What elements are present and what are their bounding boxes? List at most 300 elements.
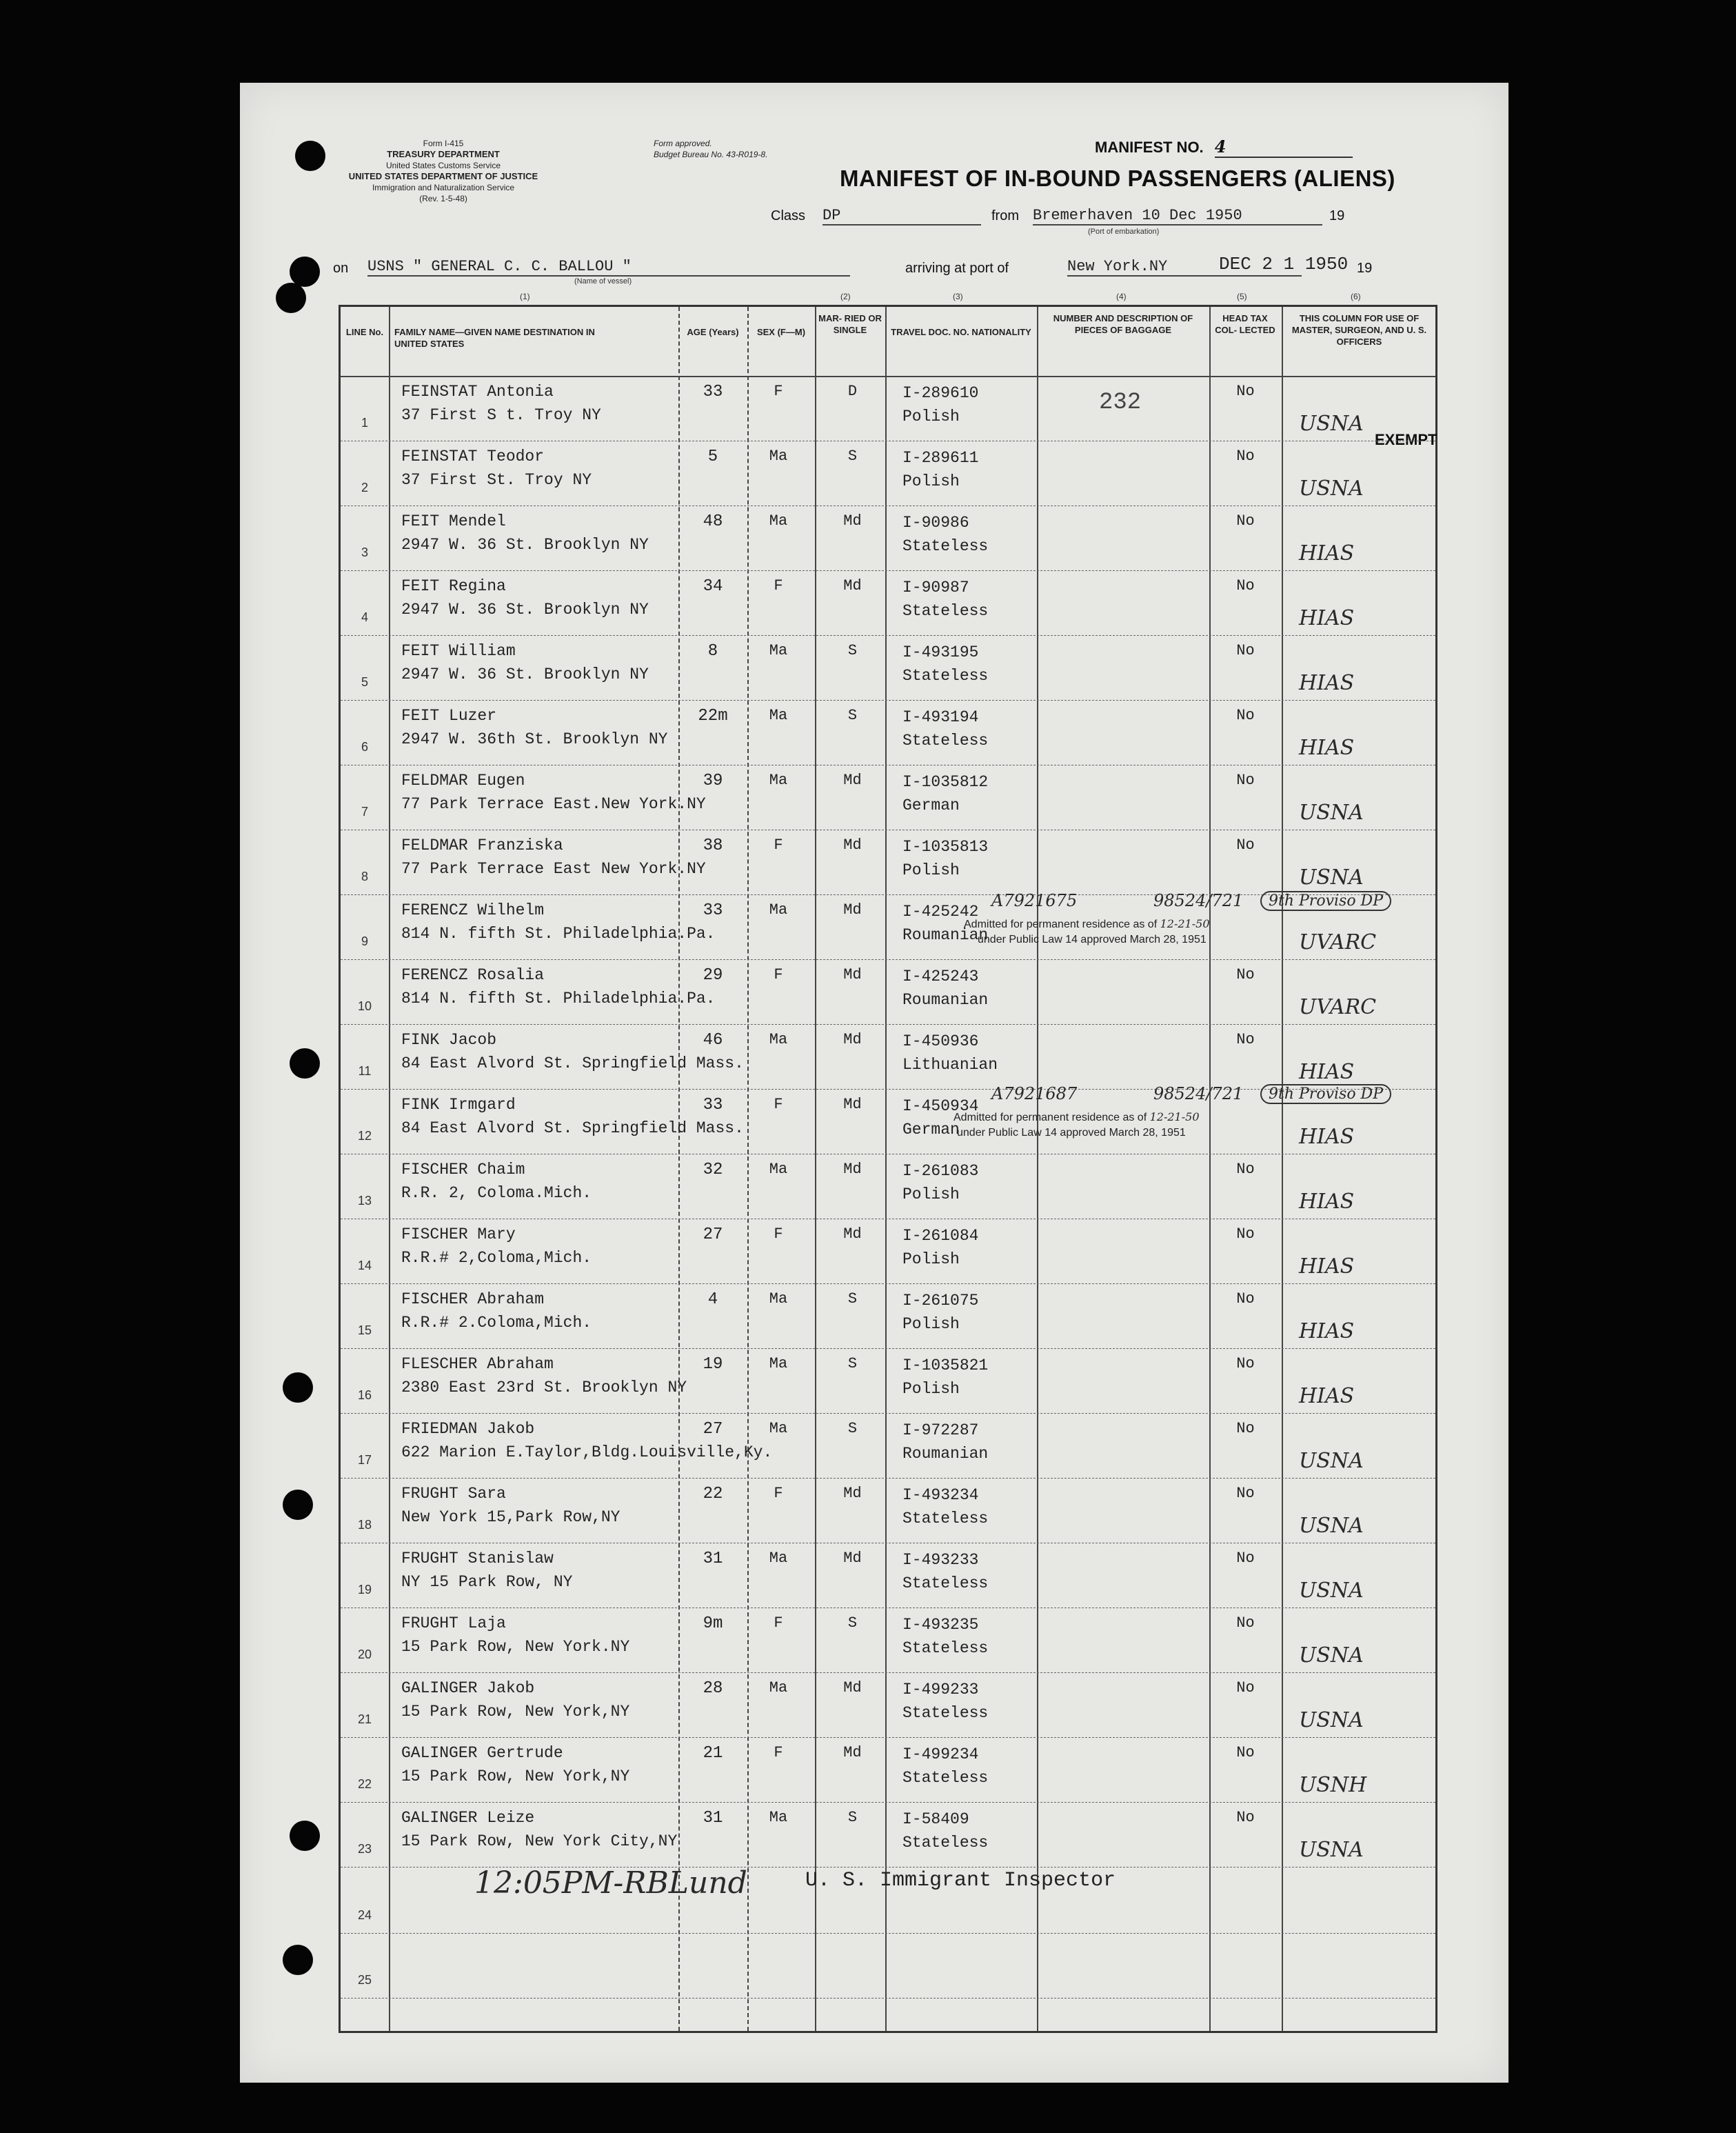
arrival-year: 19 (1357, 261, 1373, 276)
travel-doc-number: I-58409 (902, 1810, 969, 1828)
passenger-name: FINK Irmgard (401, 1096, 516, 1114)
passenger-age: 33 (703, 901, 723, 920)
col-num-6: (6) (1351, 292, 1361, 301)
passenger-age: 29 (703, 966, 723, 985)
table-row (341, 1478, 1435, 1543)
row9-file-number: A7921675 (991, 891, 1078, 910)
officer-agency: HIAS (1299, 606, 1355, 630)
passenger-age: 21 (703, 1744, 723, 1763)
head-tax: No (1236, 1225, 1255, 1243)
officer-agency: HIAS (1299, 1190, 1355, 1214)
table-row (341, 700, 1435, 765)
passenger-name: FEINSTAT Antonia (401, 383, 554, 401)
passenger-destination: 814 N. fifth St. Philadelphia.Pa. (401, 925, 716, 943)
table-row (341, 505, 1435, 570)
baggage-count: 232 (1099, 390, 1142, 416)
nationality: Stateless (902, 1574, 989, 1592)
nationality: Polish (902, 1315, 960, 1333)
row12-admitted: Admitted for permanent residence as of (953, 1112, 1147, 1123)
passenger-age: 33 (703, 383, 723, 401)
arrival-date-stamp: DEC 2 1 1950 (1219, 254, 1349, 274)
passenger-name: FELDMAR Eugen (401, 772, 525, 790)
passenger-age: 39 (703, 772, 723, 790)
passenger-marital: S (847, 1809, 858, 1826)
binder-hole (283, 1945, 313, 1975)
travel-doc-number: I-1035812 (902, 773, 989, 791)
line-number: 10 (357, 999, 372, 1013)
passenger-destination: 15 Park Row, New York City,NY (401, 1832, 678, 1850)
row12-reference: 98524/721 (1153, 1084, 1244, 1103)
nationality: Roumanian (902, 1445, 989, 1463)
passenger-marital: Md (843, 772, 862, 789)
nationality: Roumanian (902, 991, 989, 1009)
line-number: 15 (357, 1323, 372, 1337)
passenger-name: FELDMAR Franziska (401, 837, 563, 854)
passenger-marital: Md (843, 1485, 862, 1502)
officer-agency: HIAS (1299, 1384, 1355, 1408)
nationality: German (902, 1121, 960, 1139)
travel-doc-number: I-261084 (902, 1227, 979, 1245)
passenger-sex: Ma (769, 1161, 788, 1178)
passenger-age: 8 (707, 642, 718, 661)
officer-agency: UVARC (1299, 995, 1377, 1019)
nationality: Polish (902, 861, 960, 879)
passenger-age: 19 (703, 1355, 723, 1374)
passenger-name: FINK Jacob (401, 1031, 497, 1049)
form-revision: (Rev. 1-5-48) (419, 194, 467, 203)
passenger-sex: Ma (769, 1550, 788, 1567)
binder-hole (290, 1821, 320, 1851)
passenger-age: 5 (707, 448, 718, 466)
class-value: DP (822, 207, 981, 226)
line-number: 5 (361, 675, 368, 689)
passenger-age: 28 (703, 1679, 723, 1698)
nationality: Stateless (902, 1834, 989, 1852)
passenger-age: 4 (707, 1290, 718, 1309)
table-row (341, 765, 1435, 830)
table-row (341, 1024, 1435, 1089)
officer-agency: HIAS (1299, 671, 1355, 695)
table-row (341, 1543, 1435, 1608)
manifest-number (1095, 137, 1353, 158)
passenger-destination: 15 Park Row, New York.NY (401, 1638, 630, 1656)
travel-doc-number: I-499233 (902, 1681, 979, 1699)
passenger-destination: R.R. 2, Coloma.Mich. (401, 1184, 592, 1202)
line-number: 9 (361, 934, 368, 948)
from-year: 19 (1329, 208, 1345, 223)
passenger-age: 31 (703, 1550, 723, 1568)
col-officers: THIS COLUMN FOR USE OF MASTER, SURGEON, AND U. S. OFFICERS (1291, 313, 1427, 347)
passenger-sex: Ma (769, 901, 788, 919)
arriving-port: New York.NY (1067, 258, 1302, 277)
binder-hole (283, 1372, 313, 1403)
officer-agency: HIAS (1299, 736, 1355, 760)
head-tax: No (1236, 772, 1255, 789)
travel-doc-number: I-289610 (902, 384, 979, 402)
line-number: 21 (357, 1712, 372, 1726)
passenger-age: 31 (703, 1809, 723, 1827)
line-number: 7 (361, 805, 368, 819)
travel-doc-number: I-499234 (902, 1745, 979, 1763)
line-number: 19 (357, 1583, 372, 1596)
row9-law: under Public Law 14 approved March 28, 1951 (978, 934, 1207, 945)
officer-agency: USNA (1299, 865, 1364, 890)
passenger-destination: 37 First S t. Troy NY (401, 406, 601, 424)
class-label: Class (771, 208, 806, 223)
table-row (341, 570, 1435, 635)
passenger-name: FERENCZ Wilhelm (401, 901, 545, 919)
passenger-destination: 2947 W. 36th St. Brooklyn NY (401, 730, 668, 748)
binder-hole (290, 257, 320, 287)
passenger-age: 34 (703, 577, 723, 596)
passenger-destination: 15 Park Row, New York,NY (401, 1768, 630, 1785)
passenger-destination: 84 East Alvord St. Springfield Mass. (401, 1119, 744, 1137)
passenger-age: 38 (703, 837, 723, 855)
inspector-signature: 12:05PM-RBLund (474, 1865, 747, 1901)
passenger-marital: S (847, 1355, 858, 1372)
line-number: 8 (361, 870, 368, 883)
passenger-name: GALINGER Leize (401, 1809, 535, 1827)
passenger-name: FEIT Mendel (401, 512, 506, 530)
line-number: 14 (357, 1259, 372, 1272)
passenger-name: FRUGHT Stanislaw (401, 1550, 554, 1568)
officer-agency: USNA (1299, 801, 1364, 825)
head-tax: No (1236, 1809, 1255, 1826)
nationality: Stateless (902, 1769, 989, 1787)
passenger-marital: Md (843, 1161, 862, 1178)
table-row (341, 1413, 1435, 1478)
nationality: Polish (902, 472, 960, 490)
col-num-3: (3) (953, 292, 963, 301)
officer-agency: USNA (1299, 1579, 1364, 1603)
passenger-destination: 622 Marion E.Taylor,Bldg.Louisville,Ky. (401, 1443, 773, 1461)
passenger-age: 9m (703, 1614, 723, 1633)
col-married: MAR- RIED OR SINGLE (818, 313, 882, 335)
col-num-2: (2) (840, 292, 851, 301)
head-tax: No (1236, 837, 1255, 854)
table-row (341, 441, 1435, 505)
passenger-name: FEIT Luzer (401, 707, 497, 725)
passenger-destination: 77 Park Terrace East New York.NY (401, 860, 706, 878)
passenger-destination: 77 Park Terrace East.New York.NY (401, 795, 706, 813)
officer-agency: UVARC (1299, 930, 1377, 954)
head-tax: No (1236, 1161, 1255, 1178)
line-number: 11 (358, 1064, 372, 1078)
passenger-table (339, 292, 1437, 2033)
passenger-sex: F (774, 383, 783, 400)
passenger-destination: R.R.# 2.Coloma,Mich. (401, 1314, 592, 1332)
travel-doc-number: I-261083 (902, 1162, 979, 1180)
vessel-name: USNS " GENERAL C. C. BALLOU " (367, 258, 850, 277)
officer-agency: HIAS (1299, 541, 1355, 565)
line-number: 4 (361, 610, 368, 624)
table-row (341, 1348, 1435, 1413)
head-tax: No (1236, 1744, 1255, 1761)
officer-agency: USNA (1299, 1449, 1364, 1473)
travel-doc-number: I-493195 (902, 643, 979, 661)
head-tax: No (1236, 448, 1255, 465)
travel-doc-number: I-90986 (902, 514, 969, 532)
travel-doc-number: I-90987 (902, 579, 969, 597)
head-tax: No (1236, 512, 1255, 530)
head-tax: No (1236, 1550, 1255, 1567)
table-row (341, 959, 1435, 1024)
on-label: on (333, 261, 349, 276)
passenger-marital: S (847, 1290, 858, 1308)
passenger-age: 22m (698, 707, 728, 725)
table-row (341, 1608, 1435, 1672)
manifest-no-label: MANIFEST NO. (1095, 139, 1204, 156)
nationality: Roumanian (902, 926, 989, 944)
head-tax: No (1236, 577, 1255, 594)
passenger-sex: F (774, 1744, 783, 1761)
passenger-name: FRUGHT Sara (401, 1485, 506, 1503)
passenger-marital: Md (843, 1225, 862, 1243)
passenger-marital: S (847, 448, 858, 465)
table-row (341, 1154, 1435, 1219)
line-number: 1 (361, 416, 368, 430)
binder-hole (295, 141, 325, 171)
travel-doc-number: I-972287 (902, 1421, 979, 1439)
nationality: Stateless (902, 1510, 989, 1528)
passenger-marital: S (847, 1420, 858, 1437)
table-row (341, 1737, 1435, 1802)
officer-agency: HIAS (1299, 1254, 1355, 1279)
officer-agency: HIAS (1299, 1060, 1355, 1084)
passenger-sex: Ma (769, 1809, 788, 1826)
passenger-sex: F (774, 1225, 783, 1243)
row9-admitted-text (964, 917, 1210, 931)
col-doc: TRAVEL DOC. NO. NATIONALITY (891, 327, 1031, 337)
line-number: 23 (357, 1842, 372, 1856)
exempt-note: EXEMPT (1375, 431, 1437, 448)
nationality: Polish (902, 1380, 960, 1398)
passenger-sex: Ma (769, 1420, 788, 1437)
manifest-page (240, 83, 1508, 2083)
form-approved: Form approved. (654, 139, 712, 148)
passenger-sex: Ma (769, 1679, 788, 1696)
vessel-caption: (Name of vessel) (574, 277, 632, 286)
passenger-marital: Md (843, 1744, 862, 1761)
travel-doc-number: I-493233 (902, 1551, 979, 1569)
row12-date: 12-21-50 (1149, 1110, 1200, 1123)
passenger-sex: F (774, 1096, 783, 1113)
table-row (341, 1802, 1435, 1867)
nationality: Stateless (902, 667, 989, 685)
approval-block (654, 138, 767, 160)
head-tax: No (1236, 1355, 1255, 1372)
passenger-name: FLESCHER Abraham (401, 1355, 554, 1373)
line-number: 16 (357, 1388, 372, 1402)
travel-doc-number: I-425242 (902, 903, 979, 921)
passenger-destination: 2380 East 23rd St. Brooklyn NY (401, 1379, 687, 1396)
passenger-sex: Ma (769, 1290, 788, 1308)
passenger-destination: R.R.# 2,Coloma,Mich. (401, 1249, 592, 1267)
passenger-sex: F (774, 966, 783, 983)
line-number: 12 (357, 1129, 372, 1143)
passenger-sex: Ma (769, 1355, 788, 1372)
passenger-name: FEIT William (401, 642, 516, 660)
officer-agency: USNA (1299, 1838, 1364, 1862)
passenger-marital: Md (843, 1096, 862, 1113)
nationality: Polish (902, 1250, 960, 1268)
passenger-marital: Md (843, 577, 862, 594)
travel-doc-number: I-261075 (902, 1292, 979, 1310)
travel-doc-number: I-289611 (902, 449, 979, 467)
line-number: 18 (357, 1518, 372, 1532)
binder-hole (290, 1048, 320, 1079)
head-tax: No (1236, 1679, 1255, 1696)
head-tax: No (1236, 383, 1255, 400)
passenger-sex: F (774, 577, 783, 594)
passenger-destination: New York 15,Park Row,NY (401, 1508, 620, 1526)
passenger-marital: S (847, 707, 858, 724)
binder-hole (283, 1490, 313, 1520)
table-row (341, 376, 1437, 448)
row12-admitted-text (953, 1110, 1200, 1124)
passenger-marital: Md (843, 1550, 862, 1567)
passenger-age: 48 (703, 512, 723, 531)
passenger-destination: 37 First St. Troy NY (401, 471, 592, 489)
officer-agency: USNA (1299, 1643, 1364, 1668)
arriving-label: arriving at port of (905, 261, 1009, 276)
passenger-sex: Ma (769, 772, 788, 789)
table-row-empty (341, 1933, 1435, 1998)
passenger-sex: Ma (769, 448, 788, 465)
form-number: Form I-415 (423, 139, 464, 148)
passenger-marital: Md (843, 1031, 862, 1048)
nationality: German (902, 797, 960, 814)
passenger-sex: F (774, 1614, 783, 1632)
passenger-destination: 814 N. fifth St. Philadelphia.Pa. (401, 990, 716, 1008)
manifest-no-value: 4 (1215, 137, 1353, 158)
col-tax: HEAD TAX COL- LECTED (1215, 313, 1275, 335)
passenger-name: FISCHER Abraham (401, 1290, 545, 1308)
row12-side-note: 9th Proviso DP (1260, 1084, 1391, 1104)
nationality: Stateless (902, 1639, 989, 1657)
nationality: Lithuanian (902, 1056, 998, 1074)
nationality: Stateless (902, 732, 989, 750)
passenger-destination: 2947 W. 36 St. Brooklyn NY (401, 536, 649, 554)
officer-agency: USNA (1299, 1514, 1364, 1538)
table-row (341, 1672, 1435, 1737)
nationality: Polish (902, 408, 960, 425)
ins-service: Immigration and Naturalization Service (372, 183, 515, 192)
line-number: 17 (357, 1453, 372, 1467)
passenger-marital: D (847, 383, 858, 400)
travel-doc-number: I-450934 (902, 1097, 979, 1115)
line-number: 2 (361, 481, 368, 494)
row12-file-number: A7921687 (991, 1084, 1078, 1103)
passenger-age: 32 (703, 1161, 723, 1179)
row12-law: under Public Law 14 approved March 28, 1951 (957, 1127, 1186, 1139)
page-title: MANIFEST OF IN-BOUND PASSENGERS (ALIENS) (840, 166, 1395, 191)
passenger-destination: 84 East Alvord St. Springfield Mass. (401, 1054, 744, 1072)
line-number: 3 (361, 545, 368, 559)
officer-agency: HIAS (1299, 1319, 1355, 1343)
row9-reference: 98524/721 (1153, 891, 1244, 910)
travel-doc-number: I-450936 (902, 1032, 979, 1050)
justice-dept: UNITED STATES DEPARTMENT OF JUSTICE (348, 171, 538, 181)
head-tax: No (1236, 1485, 1255, 1502)
line-number: 22 (357, 1777, 372, 1791)
nationality: Polish (902, 1185, 960, 1203)
nationality: Stateless (902, 602, 989, 620)
line-number: 25 (357, 1973, 372, 1987)
passenger-name: GALINGER Gertrude (401, 1744, 563, 1762)
binder-hole (276, 283, 306, 313)
head-tax: No (1236, 1614, 1255, 1632)
passenger-marital: Md (843, 837, 862, 854)
col-num-4: (4) (1116, 292, 1127, 301)
travel-doc-number: I-1035821 (902, 1356, 989, 1374)
passenger-sex: Ma (769, 707, 788, 724)
col-line: LINE No. (345, 327, 384, 337)
line-number: 13 (357, 1194, 372, 1208)
col-age: AGE (Years) (687, 327, 739, 337)
travel-doc-number: I-1035813 (902, 838, 989, 856)
port-caption: (Port of embarkation) (1088, 228, 1160, 236)
passenger-marital: Md (843, 512, 862, 530)
passenger-name: GALINGER Jakob (401, 1679, 535, 1697)
line-number: 6 (361, 740, 368, 754)
treasury-dept: TREASURY DEPARTMENT (387, 149, 500, 159)
head-tax: No (1236, 642, 1255, 659)
from-label: from (991, 208, 1019, 223)
officer-agency: HIAS (1299, 1125, 1355, 1149)
passenger-marital: S (847, 1614, 858, 1632)
travel-doc-number: I-493235 (902, 1616, 979, 1634)
passenger-sex: F (774, 837, 783, 854)
officer-agency: USNA (1299, 477, 1364, 501)
passenger-sex: F (774, 1485, 783, 1502)
passenger-age: 27 (703, 1225, 723, 1244)
passenger-age: 46 (703, 1031, 723, 1050)
passenger-marital: Md (843, 966, 862, 983)
head-tax: No (1236, 707, 1255, 724)
row9-date: 12-21-50 (1160, 917, 1210, 930)
officer-agency: USNA (1299, 412, 1364, 436)
passenger-age: 33 (703, 1096, 723, 1114)
head-tax: No (1236, 1420, 1255, 1437)
table-row (341, 1283, 1435, 1348)
inspector-label: U. S. Immigrant Inspector (805, 1869, 1116, 1892)
travel-doc-number: I-493194 (902, 708, 979, 726)
passenger-destination: 2947 W. 36 St. Brooklyn NY (401, 665, 649, 683)
officer-agency: USNH (1299, 1773, 1367, 1797)
head-tax: No (1236, 1290, 1255, 1308)
table-row (341, 1219, 1435, 1283)
col-sex: SEX (F—M) (756, 327, 806, 337)
passenger-age: 22 (703, 1485, 723, 1503)
col-num-5: (5) (1237, 292, 1247, 301)
form-agency-block (330, 138, 557, 204)
travel-doc-number: I-493234 (902, 1486, 979, 1504)
passenger-name: FISCHER Chaim (401, 1161, 525, 1179)
passenger-marital: S (847, 642, 858, 659)
passenger-name: FEIT Regina (401, 577, 506, 595)
passenger-name: FISCHER Mary (401, 1225, 516, 1243)
row9-side-note: 9th Proviso DP (1260, 891, 1391, 911)
from-value: Bremerhaven 10 Dec 1950 (1033, 207, 1322, 226)
customs-service: United States Customs Service (385, 161, 501, 170)
travel-doc-number: I-425243 (902, 968, 979, 985)
row9-admitted: Admitted for permanent residence as of (964, 919, 1158, 930)
table-row (341, 830, 1435, 894)
passenger-sex: Ma (769, 512, 788, 530)
passenger-age: 27 (703, 1420, 723, 1439)
head-tax: No (1236, 966, 1255, 983)
